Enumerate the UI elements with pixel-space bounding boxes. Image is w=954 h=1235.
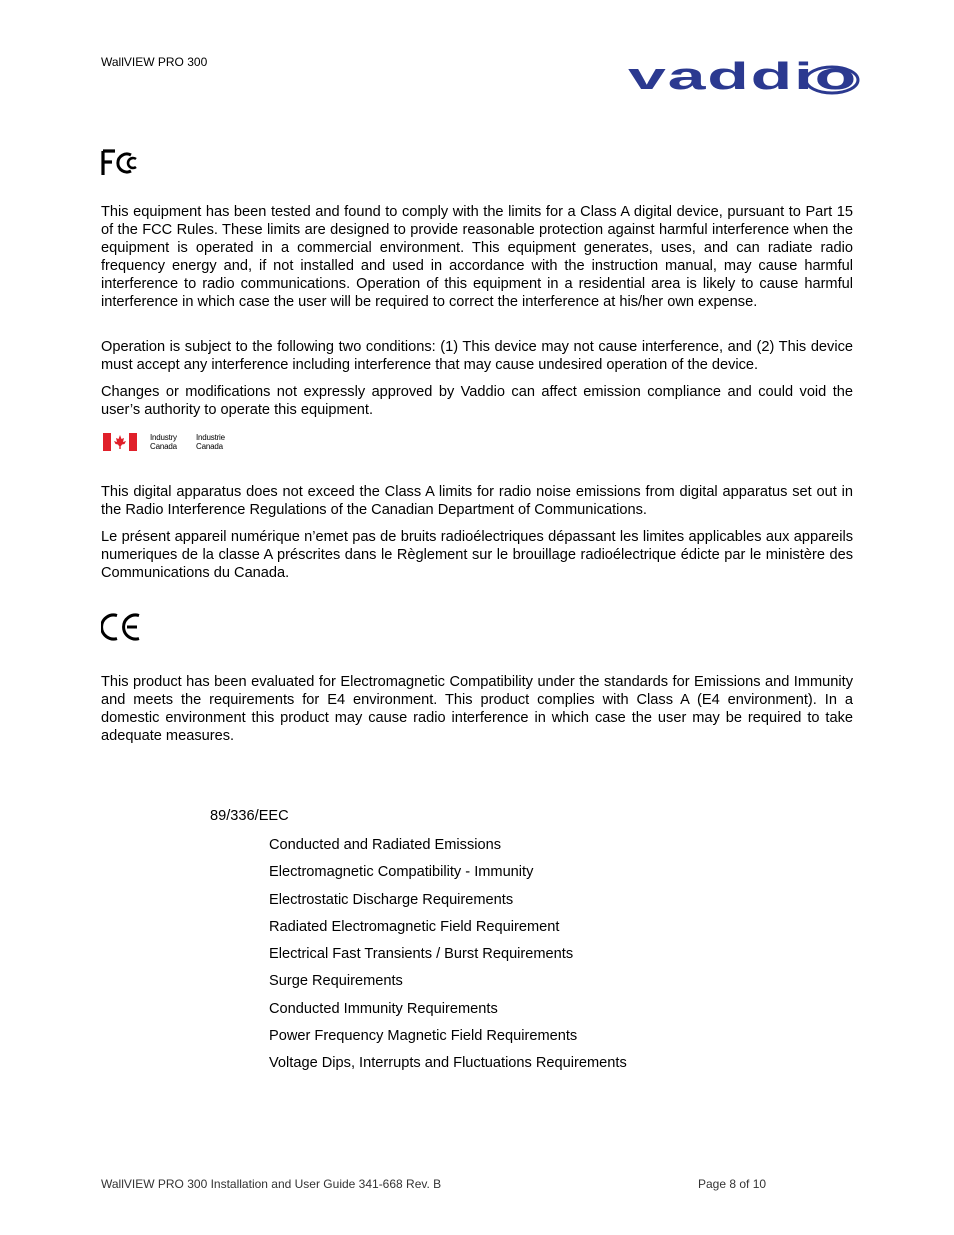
fcc-logo-icon — [101, 148, 139, 178]
standard-item: Electrical Fast Transients / Burst Requirements — [269, 946, 574, 963]
standard-item: Radiated Electromagnetic Field Requirement — [269, 918, 560, 935]
ic-logo-fr-line1: Industrie — [196, 433, 225, 442]
ce-directive: 89/336/EEC — [210, 808, 289, 824]
footer-page-number: Page 8 of 10 — [698, 1177, 767, 1191]
vaddio-logo-text: vaddio — [628, 58, 858, 98]
ic-paragraph-fr: Le présent appareil numérique n’emet pas de bruits radioélectriques dépassant les limites applicables aux appareils numeriques de la classe A préscrites dans le Règlement sur le brouillage radioélectrique édicte par le ministère des Communications du Canada. — [101, 529, 853, 581]
standard-item: Voltage Dips, Interrupts and Fluctuations Requirements — [269, 1055, 627, 1072]
standards-list — [269, 836, 627, 1082]
standard-item: Electrostatic Discharge Requirements — [269, 891, 514, 908]
standard-item: Electromagnetic Compatibility - Immunity — [269, 864, 534, 881]
fcc-paragraph-3: Changes or modifications not expressly approved by Vaddio can affect emission compliance and could void the user’s authority to operate this equipment. — [101, 384, 853, 418]
vaddio-logo — [626, 58, 862, 98]
industry-canada-logo — [101, 430, 241, 454]
ic-paragraph-en: This digital apparatus does not exceed the Class A limits for radio noise emissions from digital apparatus set out in the Radio Interference Regulations of the Canadian Department of Communications. — [101, 484, 853, 518]
standard-item: Conducted and Radiated Emissions — [269, 837, 502, 853]
ce-mark-icon — [101, 612, 143, 642]
ce-paragraph: This product has been evaluated for Electromagnetic Compatibility under the standards for Emissions and Immunity and meets the requirements for E4 environment. This product complies with Class A (E4 environment). In a domestic environment this product may cause radio interference in which case the user may be required to take adequate measures. — [101, 674, 853, 744]
canada-flag-icon — [103, 433, 137, 451]
header-doc-title: WallVIEW PRO 300 — [101, 55, 208, 69]
fcc-paragraph-2: Operation is subject to the following two conditions: (1) This device may not cause interference, and (2) This device must accept any interference including interference that may cause undesired operation of the device. — [101, 339, 853, 373]
footer-doc-info: WallVIEW PRO 300 Installation and User Guide 341-668 Rev. B — [101, 1177, 442, 1191]
ic-logo-en-line2: Canada — [150, 442, 177, 451]
standard-item: Power Frequency Magnetic Field Requirements — [269, 1028, 578, 1045]
fcc-paragraph-1: This equipment has been tested and found to comply with the limits for a Class A digital device, pursuant to Part 15 of the FCC Rules. These limits are designed to provide reasonable protection against harmful interference when the equipment is operated in a commercial environment. This equipment generates, uses, and can radiate radio frequency energy and, if not installed and used in accordance with the instruction manual, may cause harmful interference to radio communications. Operation of this equipment in a residential area is likely to cause harmful interference in which case the user will be required to correct the interference at his/her own expense. — [101, 204, 853, 310]
ic-logo-fr-line2: Canada — [196, 442, 223, 451]
ic-logo-en-line1: Industry — [150, 433, 177, 442]
standard-item: Surge Requirements — [269, 973, 403, 990]
standard-item: Conducted Immunity Requirements — [269, 1000, 498, 1017]
